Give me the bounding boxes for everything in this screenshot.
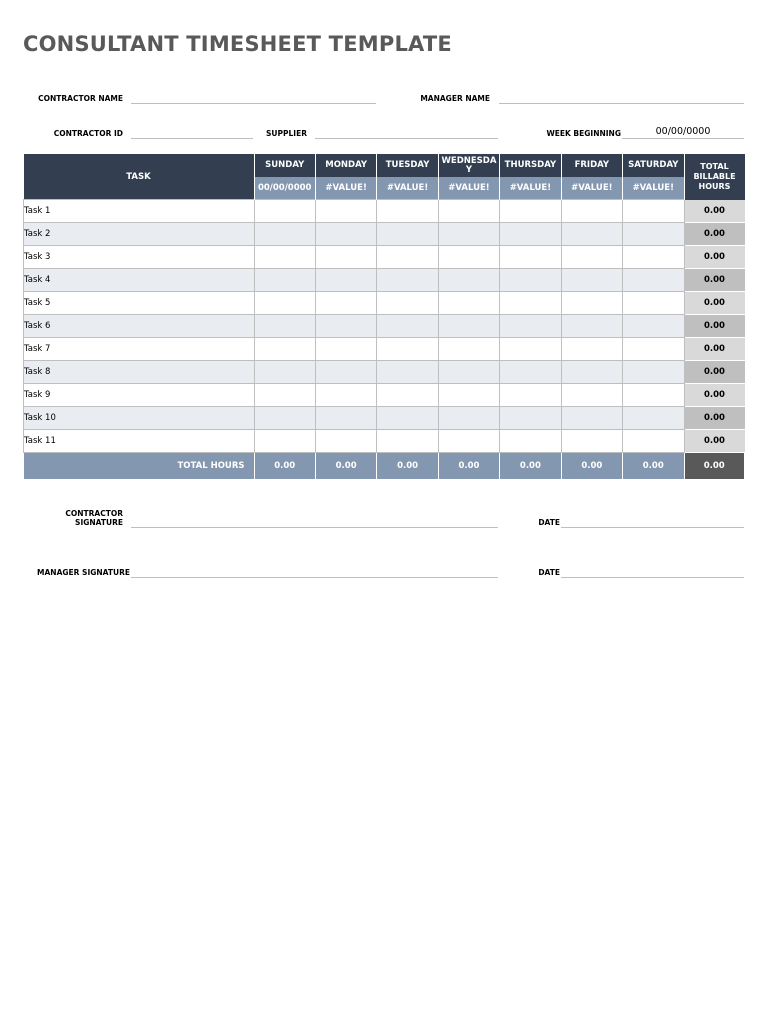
hours-cell[interactable] [500,292,561,315]
timesheet-table [23,154,745,479]
hours-cell[interactable] [500,430,561,453]
hours-cell[interactable] [438,315,499,338]
total-billable-hours-header: TOTAL BILLABLE HOURS [684,154,745,200]
hours-cell[interactable] [438,338,499,361]
task-name-cell[interactable]: Task 3 [24,246,255,269]
hours-cell[interactable] [254,223,315,246]
contractor-date-field[interactable] [561,527,744,528]
day-header-wednesday: WEDNESDA Y [438,154,499,177]
hours-cell[interactable] [500,223,561,246]
hours-cell[interactable] [315,200,376,223]
manager-date-field[interactable] [561,577,744,578]
hours-cell[interactable] [315,315,376,338]
hours-cell[interactable] [315,269,376,292]
grand-total-cell: 0.00 [684,453,745,480]
row-total-cell: 0.00 [684,407,745,430]
hours-cell[interactable] [377,223,438,246]
table-row [24,292,745,315]
hours-cell[interactable] [377,246,438,269]
hours-cell[interactable] [377,361,438,384]
day-date-tuesday: #VALUE! [377,177,438,200]
hours-cell[interactable] [377,200,438,223]
hours-cell[interactable] [254,200,315,223]
day-date-wednesday: #VALUE! [438,177,499,200]
hours-cell[interactable] [500,338,561,361]
contractor-id-field[interactable] [131,138,253,139]
task-name-cell[interactable]: Task 8 [24,361,255,384]
contractor-signature-field[interactable] [131,527,498,528]
hours-cell[interactable] [377,430,438,453]
week-beginning-label: WEEK BEGINNING [546,129,621,138]
hours-cell[interactable] [500,315,561,338]
hours-cell[interactable] [561,430,622,453]
hours-cell[interactable] [438,269,499,292]
hours-cell[interactable] [315,292,376,315]
hours-cell[interactable] [500,361,561,384]
hours-cell[interactable] [254,430,315,453]
table-row [24,430,745,453]
day-total-monday: 0.00 [315,453,376,480]
hours-cell[interactable] [438,200,499,223]
hours-cell[interactable] [438,430,499,453]
day-header-monday: MONDAY [315,154,376,177]
table-row [24,338,745,361]
hours-cell[interactable] [623,200,684,223]
hours-cell[interactable] [500,384,561,407]
day-header-thursday: THURSDAY [500,154,561,177]
total-hours-label: TOTAL HOURS [24,453,255,480]
row-total-cell: 0.00 [684,269,745,292]
day-header-saturday: SATURDAY [623,154,684,177]
day-date-friday: #VALUE! [561,177,622,200]
day-total-sunday: 0.00 [254,453,315,480]
hours-cell[interactable] [377,292,438,315]
hours-cell[interactable] [315,338,376,361]
hours-cell[interactable] [561,269,622,292]
hours-cell[interactable] [315,430,376,453]
hours-cell[interactable] [254,292,315,315]
day-total-wednesday: 0.00 [438,453,499,480]
hours-cell[interactable] [623,292,684,315]
page-title: CONSULTANT TIMESHEET TEMPLATE [23,32,452,56]
task-column-header: TASK [24,154,255,200]
hours-cell[interactable] [438,361,499,384]
hours-cell[interactable] [377,407,438,430]
row-total-cell: 0.00 [684,200,745,223]
hours-cell[interactable] [254,269,315,292]
table-row [24,223,745,246]
hours-cell[interactable] [315,223,376,246]
hours-cell[interactable] [623,430,684,453]
row-total-cell: 0.00 [684,292,745,315]
hours-cell[interactable] [315,407,376,430]
hours-cell[interactable] [254,361,315,384]
table-row [24,384,745,407]
hours-cell[interactable] [254,384,315,407]
hours-cell[interactable] [500,200,561,223]
task-name-cell[interactable]: Task 1 [24,200,255,223]
table-row [24,269,745,292]
day-header-friday: FRIDAY [561,154,622,177]
row-total-cell: 0.00 [684,338,745,361]
hours-cell[interactable] [561,315,622,338]
hours-cell[interactable] [623,315,684,338]
table-row [24,246,745,269]
hours-cell[interactable] [377,315,438,338]
hours-cell[interactable] [254,315,315,338]
table-row [24,200,745,223]
hours-cell[interactable] [315,246,376,269]
row-total-cell: 0.00 [684,246,745,269]
hours-cell[interactable] [438,384,499,407]
hours-cell[interactable] [377,338,438,361]
total-hours-row [24,453,745,480]
hours-cell[interactable] [561,246,622,269]
hours-cell[interactable] [623,269,684,292]
hours-cell[interactable] [438,407,499,430]
day-total-saturday: 0.00 [623,453,684,480]
hours-cell[interactable] [438,223,499,246]
task-name-cell[interactable]: Task 5 [24,292,255,315]
day-total-tuesday: 0.00 [377,453,438,480]
contractor-date-label: DATE [538,518,560,527]
supplier-field[interactable] [315,138,498,139]
hours-cell[interactable] [561,407,622,430]
row-total-cell: 0.00 [684,223,745,246]
task-name-cell[interactable]: Task 11 [24,430,255,453]
table-row [24,315,745,338]
day-date-saturday: #VALUE! [623,177,684,200]
hours-cell[interactable] [377,269,438,292]
hours-cell[interactable] [438,246,499,269]
day-total-thursday: 0.00 [500,453,561,480]
row-total-cell: 0.00 [684,384,745,407]
task-name-cell[interactable]: Task 4 [24,269,255,292]
day-date-thursday: #VALUE! [500,177,561,200]
row-total-cell: 0.00 [684,430,745,453]
hours-cell[interactable] [561,338,622,361]
day-header-sunday: SUNDAY [254,154,315,177]
day-date-monday: #VALUE! [315,177,376,200]
manager-date-label: DATE [538,568,560,577]
hours-cell[interactable] [315,361,376,384]
hours-cell[interactable] [623,361,684,384]
hours-cell[interactable] [623,384,684,407]
contractor-name-field[interactable] [131,103,376,104]
task-name-cell[interactable]: Task 2 [24,223,255,246]
day-header-tuesday: TUESDAY [377,154,438,177]
hours-cell[interactable] [500,407,561,430]
supplier-label: SUPPLIER [266,129,307,138]
hours-cell[interactable] [623,223,684,246]
contractor-name-label: CONTRACTOR NAME [38,94,123,103]
task-name-cell[interactable]: Task 9 [24,384,255,407]
hours-cell[interactable] [561,361,622,384]
hours-cell[interactable] [500,246,561,269]
table-row [24,361,745,384]
day-date-sunday: 00/00/0000 [254,177,315,200]
hours-cell[interactable] [623,338,684,361]
task-name-cell[interactable]: Task 6 [24,315,255,338]
contractor-id-label: CONTRACTOR ID [53,129,123,138]
hours-cell[interactable] [438,292,499,315]
manager-name-field[interactable] [499,103,744,104]
task-name-cell[interactable]: Task 10 [24,407,255,430]
hours-cell[interactable] [623,246,684,269]
hours-cell[interactable] [561,200,622,223]
contractor-signature-label: CONTRACTOR SIGNATURE [65,509,123,527]
week-beginning-field[interactable] [622,138,744,139]
hours-cell[interactable] [561,292,622,315]
table-row [24,407,745,430]
day-total-friday: 0.00 [561,453,622,480]
hours-cell[interactable] [254,246,315,269]
hours-cell[interactable] [561,384,622,407]
hours-cell[interactable] [254,407,315,430]
manager-signature-label: MANAGER SIGNATURE [37,568,130,577]
manager-signature-field[interactable] [131,577,498,578]
hours-cell[interactable] [377,384,438,407]
hours-cell[interactable] [315,384,376,407]
hours-cell[interactable] [500,269,561,292]
hours-cell[interactable] [254,338,315,361]
row-total-cell: 0.00 [684,361,745,384]
row-total-cell: 0.00 [684,315,745,338]
task-name-cell[interactable]: Task 7 [24,338,255,361]
manager-name-label: MANAGER NAME [420,94,490,103]
week-beginning-value: 00/00/0000 [655,126,711,137]
hours-cell[interactable] [561,223,622,246]
hours-cell[interactable] [623,407,684,430]
